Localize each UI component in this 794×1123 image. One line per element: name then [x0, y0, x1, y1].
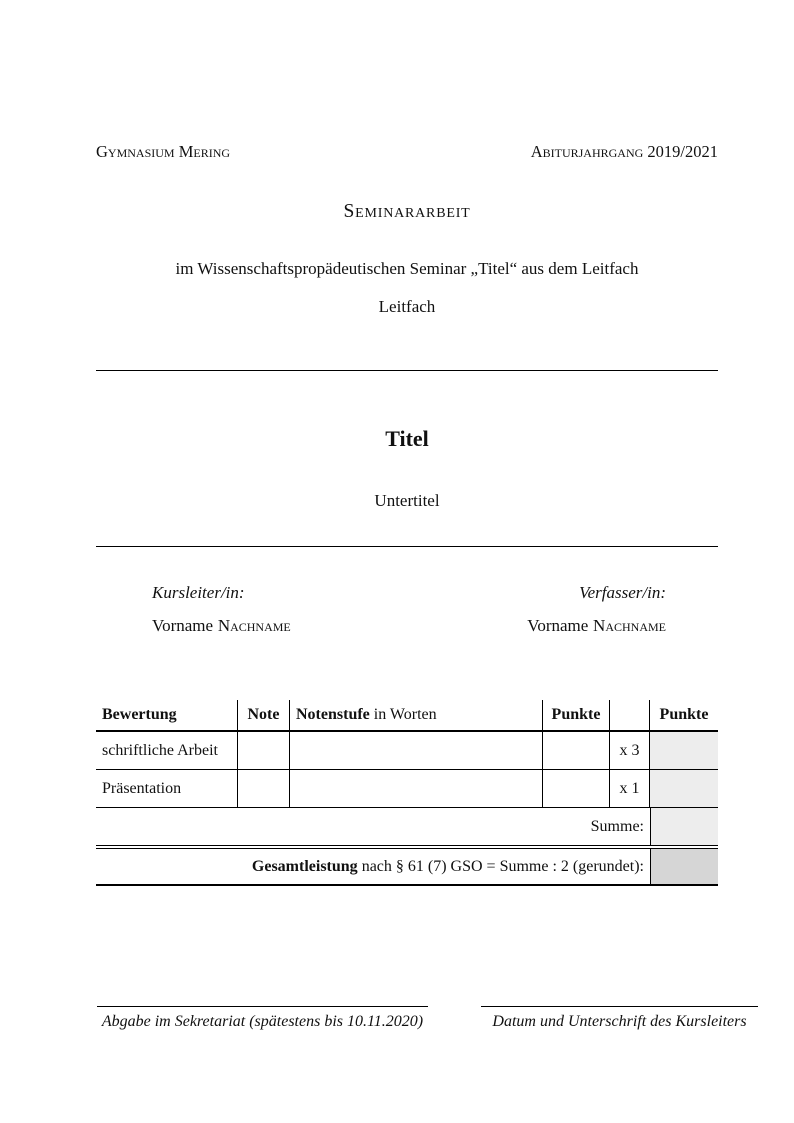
- kursleiter-column: [152, 583, 291, 636]
- header-multiplier: [610, 700, 650, 730]
- gesamtleistung-label: [96, 849, 650, 884]
- summe-value-cell: [650, 808, 718, 845]
- gesamtleistung-label-bold: Gesamtleistung: [251, 857, 358, 875]
- header-notenstufe-bold: Notenstufe: [296, 706, 370, 723]
- work-title: Titel: [385, 426, 429, 451]
- grading-table: [96, 700, 718, 886]
- notenstufe-cell: [290, 732, 543, 769]
- kursleiter-name: [152, 616, 291, 636]
- header-notenstufe: [290, 700, 543, 730]
- kursleiter-first-name: Vorname: [152, 616, 214, 635]
- table-row-summe: [96, 808, 718, 845]
- doc-header: [96, 142, 718, 162]
- verfasser-name: [527, 616, 666, 636]
- note-cell: [238, 732, 290, 769]
- divider-rule-top: [96, 370, 718, 371]
- divider-rule-bottom: [96, 546, 718, 547]
- punkte-weighted-cell: [650, 770, 718, 807]
- punkte-weighted-cell: [650, 732, 718, 769]
- table-row-praesentation: [96, 770, 718, 807]
- leading-subject: Leitfach: [378, 297, 436, 316]
- signature-left-caption: Abgabe im Sekretariat (spätestens bis 10.11.2020): [101, 1013, 424, 1030]
- roles-block: [152, 583, 666, 636]
- work-subtitle: Untertitel: [374, 491, 440, 510]
- multiplier-cell: x 1: [610, 770, 650, 807]
- gesamtleistung-value-cell: [650, 849, 718, 884]
- signature-right-caption: Datum und Unterschrift des Kursleiters: [492, 1013, 747, 1030]
- verfasser-column: [527, 583, 666, 636]
- punkte-cell: [543, 732, 610, 769]
- header-notenstufe-rest: in Worten: [373, 706, 437, 723]
- table-bottom-rule: [96, 884, 718, 886]
- row-label: Präsentation: [96, 770, 238, 807]
- doc-type-title: Seminararbeit: [343, 201, 471, 222]
- header-punkte: Punkte: [543, 700, 610, 730]
- signature-right: [481, 1006, 758, 1031]
- summe-label: Summe:: [590, 817, 644, 835]
- kursleiter-label: Kursleiter/in:: [152, 583, 245, 602]
- verfasser-label: Verfasser/in:: [579, 583, 666, 602]
- school-name: Gymnasium Mering: [96, 142, 231, 161]
- signature-left: [97, 1006, 428, 1031]
- row-label: schriftliche Arbeit: [96, 732, 238, 769]
- multiplier-cell: x 3: [610, 732, 650, 769]
- header-bewertung: Bewertung: [96, 700, 238, 730]
- kursleiter-last-name: Nachname: [217, 616, 291, 635]
- notenstufe-cell: [290, 770, 543, 807]
- punkte-cell: [543, 770, 610, 807]
- table-row-gesamtleistung: [96, 849, 718, 884]
- verfasser-last-name: Nachname: [593, 616, 666, 635]
- header-note: Note: [238, 700, 290, 730]
- table-header-row: [96, 700, 718, 730]
- seminar-description: im Wissenschaftspropädeutischen Seminar „Titel“ aus dem Leitfach: [175, 259, 639, 278]
- header-punkte-weighted: Punkte: [659, 706, 709, 723]
- table-row-schriftliche-arbeit: [96, 732, 718, 769]
- note-cell: [238, 770, 290, 807]
- cohort-label: Abiturjahrgang 2019/2021: [530, 142, 718, 161]
- verfasser-first-name: Vorname: [527, 616, 589, 635]
- gesamtleistung-label-rest: nach § 61 (7) GSO = Summe : 2 (gerundet):: [361, 857, 644, 875]
